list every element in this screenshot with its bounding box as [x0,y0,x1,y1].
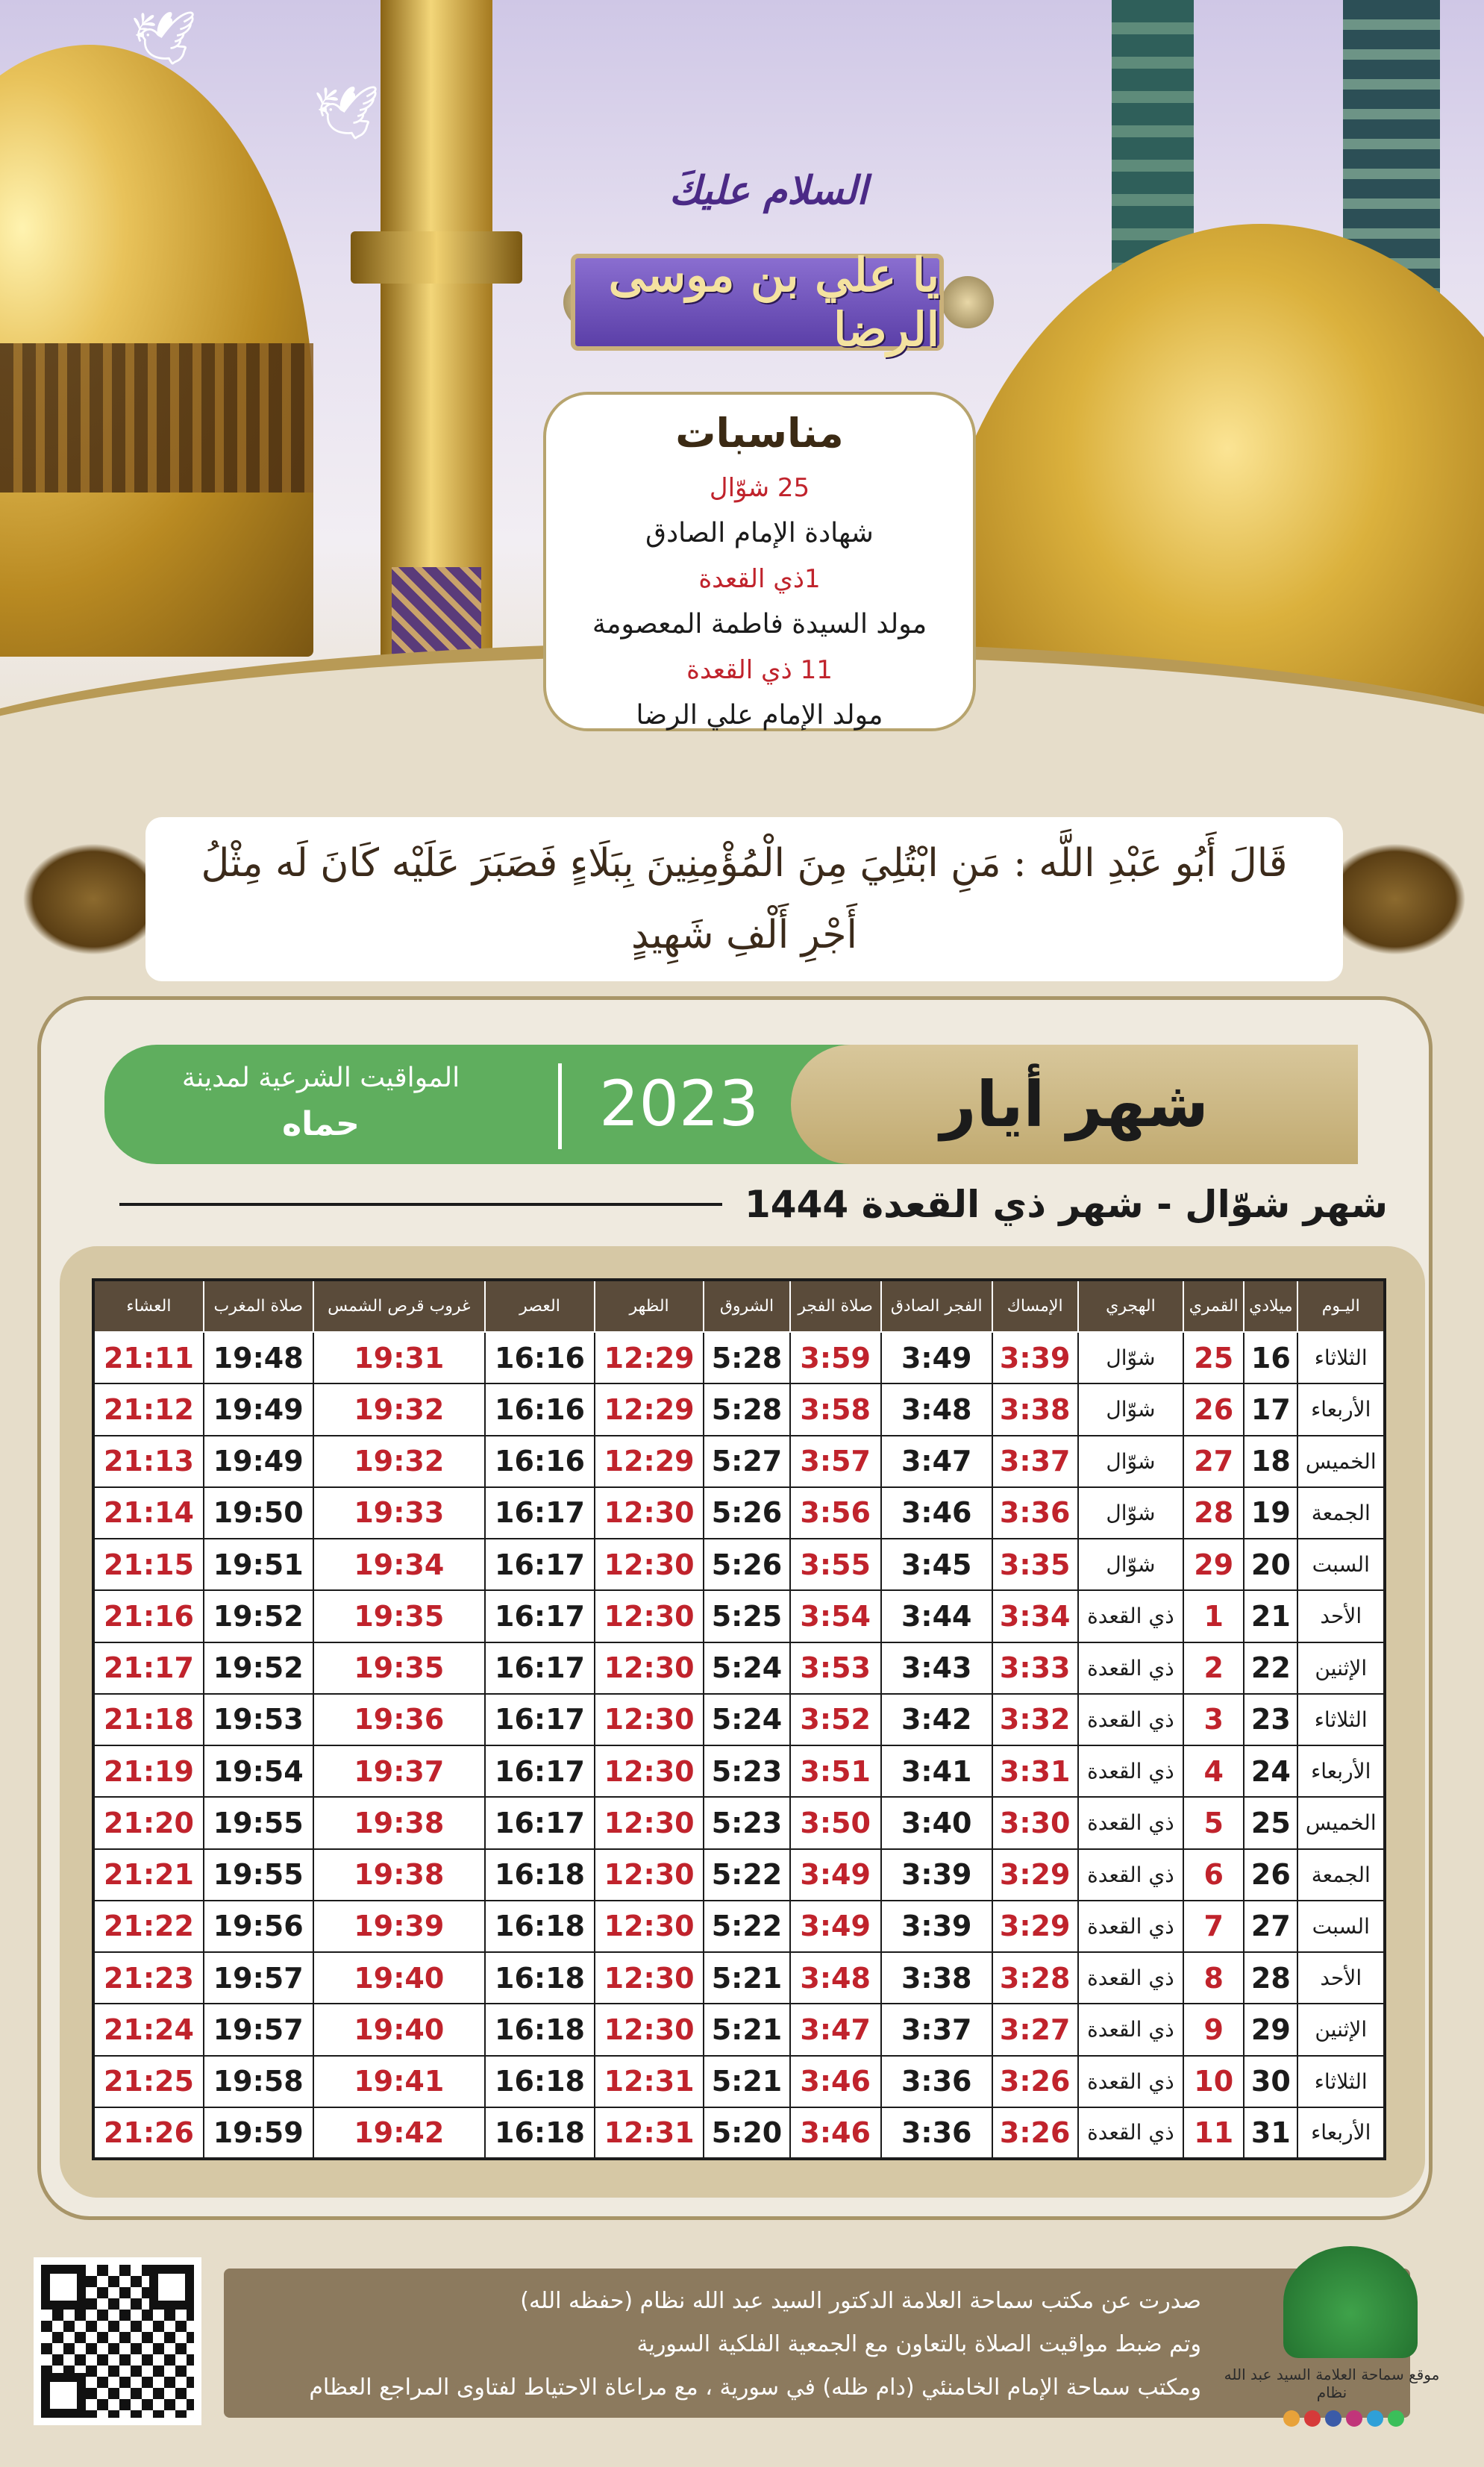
table-cell: 21:12 [93,1383,204,1435]
table-cell: 5:24 [704,1694,789,1745]
table-cell: 29 [1244,2004,1297,2055]
table-cell: السبت [1297,1901,1385,1952]
table-cell: 3:34 [992,1590,1078,1642]
table-cell: 21:18 [93,1694,204,1745]
occasion-date: 11 ذي القعدة [686,655,833,685]
col-day: اليـوم [1297,1280,1385,1332]
imam-name: يا علي بن موسى الرضا [608,248,939,357]
table-cell: 3:31 [992,1745,1078,1797]
table-cell: 19:38 [313,1797,486,1848]
table-cell: 12:30 [595,1539,704,1590]
table-cell: 19:31 [313,1332,486,1383]
table-row [93,1797,1385,1848]
table-row [93,1487,1385,1539]
col-sunset: غروب قرص الشمس [313,1280,486,1332]
table-cell: 3:27 [992,2004,1078,2055]
table-cell: 3:36 [881,2107,992,2159]
table-cell: 21:16 [93,1590,204,1642]
table-cell: شوّال [1078,1487,1183,1539]
table-cell: 3:26 [992,2056,1078,2107]
col-fajr-prayer: صلاة الفجر [790,1280,881,1332]
table-cell: 16:18 [485,1849,595,1901]
table-cell: 12:30 [595,1797,704,1848]
table-cell: 5 [1183,1797,1244,1848]
table-cell: 3:37 [881,2004,992,2055]
table-cell: 19 [1244,1487,1297,1539]
table-cell: 19:36 [313,1694,486,1745]
table-cell: 3:33 [992,1642,1078,1694]
table-cell: 19:41 [313,2056,486,2107]
table-cell: 19:55 [204,1797,313,1848]
table-cell: 3:46 [790,2107,881,2159]
table-cell: 12:29 [595,1332,704,1383]
minaret-balcony [351,231,522,284]
table-cell: 3 [1183,1694,1244,1745]
table-cell: 9 [1183,2004,1244,2055]
table-cell: الأربعاء [1297,1745,1385,1797]
table-cell: 12:30 [595,1901,704,1952]
table-cell: 21:21 [93,1849,204,1901]
table-body [93,1332,1385,2159]
table-cell: 3:56 [790,1487,881,1539]
table-cell: ذي القعدة [1078,2004,1183,2055]
col-hijri: الهجري [1078,1280,1183,1332]
qr-finder [149,2265,194,2310]
table-cell: 19:50 [204,1487,313,1539]
table-cell: ذي القعدة [1078,1797,1183,1848]
logo-caption: موقع سماحة العلامة السيد عبد الله نظام [1224,2366,1440,2401]
table-cell: ذي القعدة [1078,1590,1183,1642]
table-cell: 3:46 [881,1487,992,1539]
table-cell: 12:29 [595,1436,704,1487]
occasions-title: مناسبات [675,410,844,457]
greeting-salam: السلام عليكَ [669,168,868,213]
col-asr: العصر [485,1280,595,1332]
table-cell: 2 [1183,1642,1244,1694]
table-cell: 21:13 [93,1436,204,1487]
table-cell: 21:14 [93,1487,204,1539]
table-cell: 21:24 [93,2004,204,2055]
table-cell: 3:49 [790,1901,881,1952]
table-cell: الإثنين [1297,1642,1385,1694]
table-cell: 5:21 [704,2056,789,2107]
col-lunar: القمري [1183,1280,1244,1332]
table-row [93,2107,1385,2159]
table-cell: 19:57 [204,1952,313,2004]
table-cell: 16:17 [485,1694,595,1745]
table-cell: 12:29 [595,1383,704,1435]
instagram-icon[interactable] [1346,2410,1362,2427]
table-cell: 29 [1183,1539,1244,1590]
table-cell: 3:28 [992,1952,1078,2004]
table-cell: 19:33 [313,1487,486,1539]
imam-name-banner [571,248,944,357]
table-cell: 12:30 [595,1642,704,1694]
table-cell: 22 [1244,1642,1297,1694]
table-cell: 1 [1183,1590,1244,1642]
telegram-icon[interactable] [1367,2410,1383,2427]
facebook-icon[interactable] [1325,2410,1341,2427]
qr-code[interactable] [34,2257,201,2425]
table-cell: 6 [1183,1849,1244,1901]
table-cell: 21:22 [93,1901,204,1952]
table-cell: الجمعة [1297,1849,1385,1901]
col-gregorian: ميلادي [1244,1280,1297,1332]
table-cell: الجمعة [1297,1487,1385,1539]
table-cell: 3:55 [790,1539,881,1590]
table-cell: 19:40 [313,2004,486,2055]
table-cell: الخميس [1297,1436,1385,1487]
table-row [93,1383,1385,1435]
quote-ornament-right [1324,843,1466,955]
footer-line: وتم ضبط مواقيت الصلاة بالتعاون مع الجمعية الفلكية السورية [636,2331,1201,2357]
footer-line: صدرت عن مكتب سماحة العلامة الدكتور السيد عبد الله نظام (حفظه الله) [520,2288,1201,2314]
table-cell: 5:28 [704,1332,789,1383]
table-cell: 3:47 [881,1436,992,1487]
table-cell: 16:18 [485,1952,595,2004]
footer-text [246,2280,1201,2410]
table-cell: 16:18 [485,1901,595,1952]
table-cell: 19:52 [204,1642,313,1694]
table-header-row [93,1280,1385,1332]
table-cell: 5:22 [704,1849,789,1901]
table-cell: شوّال [1078,1332,1183,1383]
table-cell: 3:50 [790,1797,881,1848]
table-cell: 19:49 [204,1436,313,1487]
table-cell: 16:18 [485,2056,595,2107]
table-cell: 3:57 [790,1436,881,1487]
table-cell: ذي القعدة [1078,2056,1183,2107]
table-cell: 5:27 [704,1436,789,1487]
table-cell: الأربعاء [1297,1383,1385,1435]
table-cell: 12:30 [595,1952,704,2004]
occasion-event: شهادة الإمام الصادق [645,518,874,548]
table-cell: 16:17 [485,1590,595,1642]
table-row [93,1642,1385,1694]
occasion-date: 1ذي القعدة [698,564,821,594]
city-name: حماه [282,1105,360,1143]
hijri-months-line [119,1183,1388,1226]
table-cell: 3:39 [992,1332,1078,1383]
table-cell: 3:29 [992,1901,1078,1952]
table-cell: 19:56 [204,1901,313,1952]
table-cell: 5:22 [704,1901,789,1952]
table-cell: 3:39 [881,1901,992,1952]
table-cell: 5:25 [704,1590,789,1642]
table-cell: ذي القعدة [1078,1745,1183,1797]
table-cell: 12:30 [595,1590,704,1642]
table-cell: 3:41 [881,1745,992,1797]
hadith-quote: قَالَ أَبُو عَبْدِ اللَّه : مَنِ ابْتُلِيَ مِنَ الْمُؤْمِنِينَ بِبَلَاءٍ فَصَبَرَ عَلَيْه كَانَ لَه مِثْلُ أَجْرِ أَلْفِ شَهِيدٍ [145,817,1343,981]
table-cell: ذي القعدة [1078,2107,1183,2159]
table-cell: 3:40 [881,1797,992,1848]
table-cell: 19:34 [313,1539,486,1590]
table-cell: 19:49 [204,1383,313,1435]
prayer-times-table [92,1278,1386,2160]
table-cell: 5:23 [704,1797,789,1848]
month-header [791,1045,1358,1164]
year-label: 2023 [599,1067,759,1140]
hijri-months: شهر شوّال - شهر ذي القعدة 1444 [745,1183,1388,1226]
table-cell: الخميس [1297,1797,1385,1848]
table-cell: 19:48 [204,1332,313,1383]
table-cell: الثلاثاء [1297,1694,1385,1745]
table-cell: 21:20 [93,1797,204,1848]
table-cell: 16:17 [485,1487,595,1539]
dove-icon: 🕊 [131,7,197,69]
table-cell: 19:59 [204,2107,313,2159]
table-cell: 16:17 [485,1642,595,1694]
table-row [93,1745,1385,1797]
table-cell: 19:42 [313,2107,486,2159]
table-cell: 5:23 [704,1745,789,1797]
table-cell: 28 [1244,1952,1297,2004]
table-cell: 27 [1244,1901,1297,1952]
table-cell: 3:58 [790,1383,881,1435]
month-title: شهر أيار [940,1068,1209,1141]
table-cell: 18 [1244,1436,1297,1487]
table-cell: 5:24 [704,1642,789,1694]
table-cell: 21 [1244,1590,1297,1642]
col-true-dawn: الفجر الصادق [881,1280,992,1332]
table-cell: 3:29 [992,1849,1078,1901]
table-cell: 19:39 [313,1901,486,1952]
table-cell: 16 [1244,1332,1297,1383]
whatsapp-icon[interactable] [1388,2410,1404,2427]
table-cell: 3:43 [881,1642,992,1694]
table-cell: 3:38 [992,1383,1078,1435]
table-cell: 21:15 [93,1539,204,1590]
table-cell: 16:17 [485,1797,595,1848]
table-cell: 12:31 [595,2107,704,2159]
qr-finder [41,2265,86,2310]
table-cell: 25 [1244,1797,1297,1848]
occasion-date: 25 شوّال [709,473,810,503]
table-row [93,1901,1385,1952]
table-cell: 3:32 [992,1694,1078,1745]
table-cell: 10 [1183,2056,1244,2107]
table-cell: 16:16 [485,1383,595,1435]
table-cell: 3:47 [790,2004,881,2055]
table-cell: 3:48 [790,1952,881,2004]
table-cell: 16:17 [485,1745,595,1797]
table-cell: 12:30 [595,2004,704,2055]
table-row [93,1436,1385,1487]
city-header [127,1056,515,1148]
table-cell: 20 [1244,1539,1297,1590]
table-row [93,1590,1385,1642]
table-cell: 19:35 [313,1642,486,1694]
table-cell: 5:28 [704,1383,789,1435]
table-row [93,2004,1385,2055]
city-label: المواقيت الشرعية لمدينة [181,1063,460,1093]
table-row [93,1694,1385,1745]
dome-inscription-band [0,343,313,493]
table-cell: 26 [1183,1383,1244,1435]
office-logo [1283,2246,1418,2358]
table-cell: الأربعاء [1297,2107,1385,2159]
table-cell: 16:16 [485,1436,595,1487]
table-cell: شوّال [1078,1383,1183,1435]
table-cell: 19:54 [204,1745,313,1797]
table-cell: 3:37 [992,1436,1078,1487]
table-cell: 19:35 [313,1590,486,1642]
table-cell: 3:35 [992,1539,1078,1590]
subtitle-rule [119,1203,722,1206]
table-cell: ذي القعدة [1078,1952,1183,2004]
table-cell: 5:21 [704,2004,789,2055]
table-cell: 17 [1244,1383,1297,1435]
table-cell: 12:31 [595,2056,704,2107]
website-icon[interactable] [1283,2410,1300,2427]
table-cell: 5:26 [704,1539,789,1590]
table-row [93,1539,1385,1590]
occasion-event: مولد الإمام علي الرضا [636,700,883,731]
table-cell: 5:26 [704,1487,789,1539]
table-cell: 3:46 [790,2056,881,2107]
table-cell: 5:20 [704,2107,789,2159]
table-cell: 21:26 [93,2107,204,2159]
table-cell: 12:30 [595,1487,704,1539]
table-cell: 3:54 [790,1590,881,1642]
col-dhuhr: الظهر [595,1280,704,1332]
table-cell: 3:38 [881,1952,992,2004]
occasion-event: مولد السيدة فاطمة المعصومة [592,609,927,640]
table-cell: 21:25 [93,2056,204,2107]
table-cell: 3:44 [881,1590,992,1642]
dove-icon: 🕊 [313,82,380,143]
table-cell: ذي القعدة [1078,1849,1183,1901]
table-cell: 19:55 [204,1849,313,1901]
table-cell: 3:49 [790,1849,881,1901]
table-row [93,1332,1385,1383]
banner-ornament-right [942,276,994,328]
occasions-box [543,392,976,731]
table-cell: 31 [1244,2107,1297,2159]
table-cell: 3:49 [881,1332,992,1383]
table-cell: 4 [1183,1745,1244,1797]
table-cell: 23 [1244,1694,1297,1745]
table-cell: 16:17 [485,1539,595,1590]
table-cell: 19:37 [313,1745,486,1797]
table-cell: شوّال [1078,1436,1183,1487]
table-cell: 3:59 [790,1332,881,1383]
table-cell: السبت [1297,1539,1385,1590]
table-cell: 21:19 [93,1745,204,1797]
table-cell: الأحد [1297,1590,1385,1642]
table-cell: الإثنين [1297,2004,1385,2055]
table-cell: 19:32 [313,1383,486,1435]
table-cell: 3:26 [992,2107,1078,2159]
table-cell: 19:38 [313,1849,486,1901]
table-cell: 27 [1183,1436,1244,1487]
table-cell: ذي القعدة [1078,1694,1183,1745]
table-cell: 16:18 [485,2107,595,2159]
table-cell: 11 [1183,2107,1244,2159]
table-cell: 3:36 [881,2056,992,2107]
table-cell: 5:21 [704,1952,789,2004]
table-cell: 3:39 [881,1849,992,1901]
table-cell: 12:30 [595,1849,704,1901]
header-divider [558,1063,562,1149]
table-cell: 28 [1183,1487,1244,1539]
table-row [93,2056,1385,2107]
table-cell: 19:52 [204,1590,313,1642]
table-cell: 3:53 [790,1642,881,1694]
table-cell: 8 [1183,1952,1244,2004]
quote-ornament-left [22,843,164,955]
table-cell: 30 [1244,2056,1297,2107]
table-cell: 19:32 [313,1436,486,1487]
table-cell: 19:58 [204,2056,313,2107]
table-cell: الثلاثاء [1297,2056,1385,2107]
table-cell: 19:57 [204,2004,313,2055]
table-cell: 3:45 [881,1539,992,1590]
youtube-icon[interactable] [1304,2410,1321,2427]
table-cell: 21:23 [93,1952,204,2004]
table-cell: 3:52 [790,1694,881,1745]
table-cell: 26 [1244,1849,1297,1901]
table-cell: 24 [1244,1745,1297,1797]
table-cell: 25 [1183,1332,1244,1383]
table-row [93,1952,1385,2004]
table-cell: 3:48 [881,1383,992,1435]
col-isha: العشاء [93,1280,204,1332]
table-cell: 3:51 [790,1745,881,1797]
table-cell: ذي القعدة [1078,1642,1183,1694]
table-cell: 19:51 [204,1539,313,1590]
table-cell: 19:53 [204,1694,313,1745]
col-imsak: الإمساك [992,1280,1078,1332]
table-cell: 21:17 [93,1642,204,1694]
table-cell: 12:30 [595,1694,704,1745]
table-cell: 16:18 [485,2004,595,2055]
table-cell: 12:30 [595,1745,704,1797]
table-cell: الثلاثاء [1297,1332,1385,1383]
col-sunrise: الشروق [704,1280,789,1332]
table-cell: 3:42 [881,1694,992,1745]
table-cell: ذي القعدة [1078,1901,1183,1952]
footer-line: ومكتب سماحة الإمام الخامنئي (دام ظله) في سورية ، مع مراعاة الاحتياط لفتاوى المراجع العظام [309,2374,1201,2401]
table-row [93,1849,1385,1901]
qr-finder [41,2373,86,2418]
table-cell: 19:40 [313,1952,486,2004]
table-cell: 3:36 [992,1487,1078,1539]
table-cell: شوّال [1078,1539,1183,1590]
table-cell: 3:30 [992,1797,1078,1848]
table-cell: 16:16 [485,1332,595,1383]
col-maghrib-prayer: صلاة المغرب [204,1280,313,1332]
table-cell: 21:11 [93,1332,204,1383]
table-cell: 7 [1183,1901,1244,1952]
table-cell: الأحد [1297,1952,1385,2004]
